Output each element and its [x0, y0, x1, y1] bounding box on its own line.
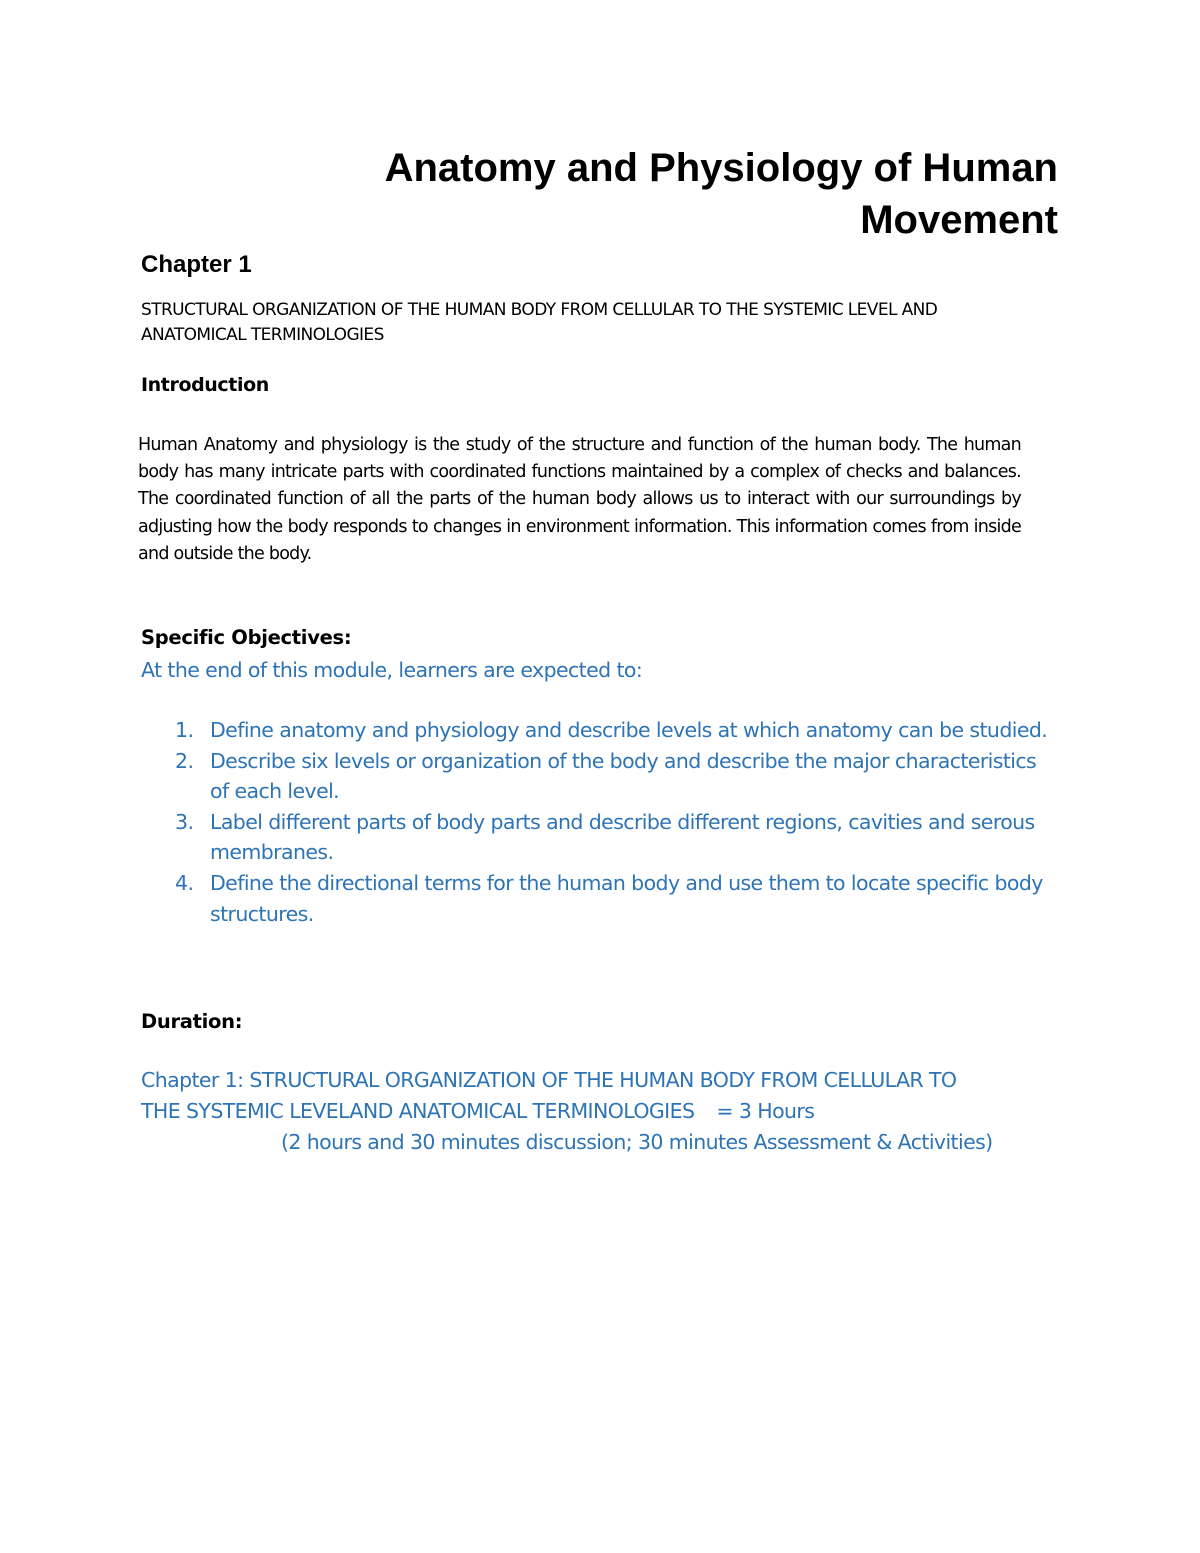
objective-number: 1. [175, 718, 194, 742]
duration-heading: Duration: [141, 1010, 243, 1033]
objective-number: 3. [175, 809, 194, 834]
objective-text: Define the directional terms for the human body and use them to locate specific body structures. [210, 870, 1043, 926]
title-line-2: Movement [860, 198, 1058, 242]
objective-text: Label different parts of body parts and describe different regions, cavities and serous membranes. [210, 809, 1035, 865]
introduction-paragraph: Human Anatomy and physiology is the study of the structure and function of the human body. The human body has many intricate parts with coordinated functions maintained by a complex of checks and balances. The coordinated function of all the parts of the human body allows us to interact with our surroundings by adjusting how the body responds to changes in environment information. This information comes from inside and outside the body. [138, 435, 1021, 564]
chapter-subtitle: STRUCTURAL ORGANIZATION OF THE HUMAN BODY FROM CELLULAR TO THE SYSTEMIC LEVEL AND ANATOMICAL TERMINOLOGIES [141, 300, 938, 345]
duration-hours: = 3 Hours [716, 1099, 815, 1123]
title-line-1: Anatomy and Physiology of Human [384, 146, 1058, 190]
objective-text: Define anatomy and physiology and describe levels at which anatomy can be studied. [210, 718, 1048, 742]
objectives-intro: At the end of this module, learners are expected to: [141, 658, 643, 682]
introduction-heading: Introduction [141, 374, 269, 396]
objectives-heading: Specific Objectives: [141, 626, 352, 649]
objective-item [141, 715, 1051, 746]
document-title [300, 142, 1058, 246]
objective-text: Describe six levels or organization of the body and describe the major characteristics of each level. [210, 748, 1037, 804]
objective-item [141, 746, 1051, 807]
duration-breakdown: (2 hours and 30 minutes discussion; 30 minutes Assessment & Activities) [281, 1130, 993, 1154]
objective-item [141, 807, 1051, 868]
objective-item [141, 868, 1051, 929]
duration-line-1: Chapter 1: STRUCTURAL ORGANIZATION OF THE HUMAN BODY FROM CELLULAR TO [141, 1068, 957, 1092]
objectives-list [141, 715, 1051, 929]
duration-block [141, 1065, 1061, 1158]
chapter-heading: Chapter 1 [141, 251, 252, 278]
duration-line-2: THE SYSTEMIC LEVELAND ANATOMICAL TERMINOLOGIES [141, 1099, 695, 1123]
objective-number: 2. [175, 748, 194, 773]
duration-line-2-wrapper [141, 1096, 1061, 1127]
objective-number: 4. [175, 870, 194, 895]
